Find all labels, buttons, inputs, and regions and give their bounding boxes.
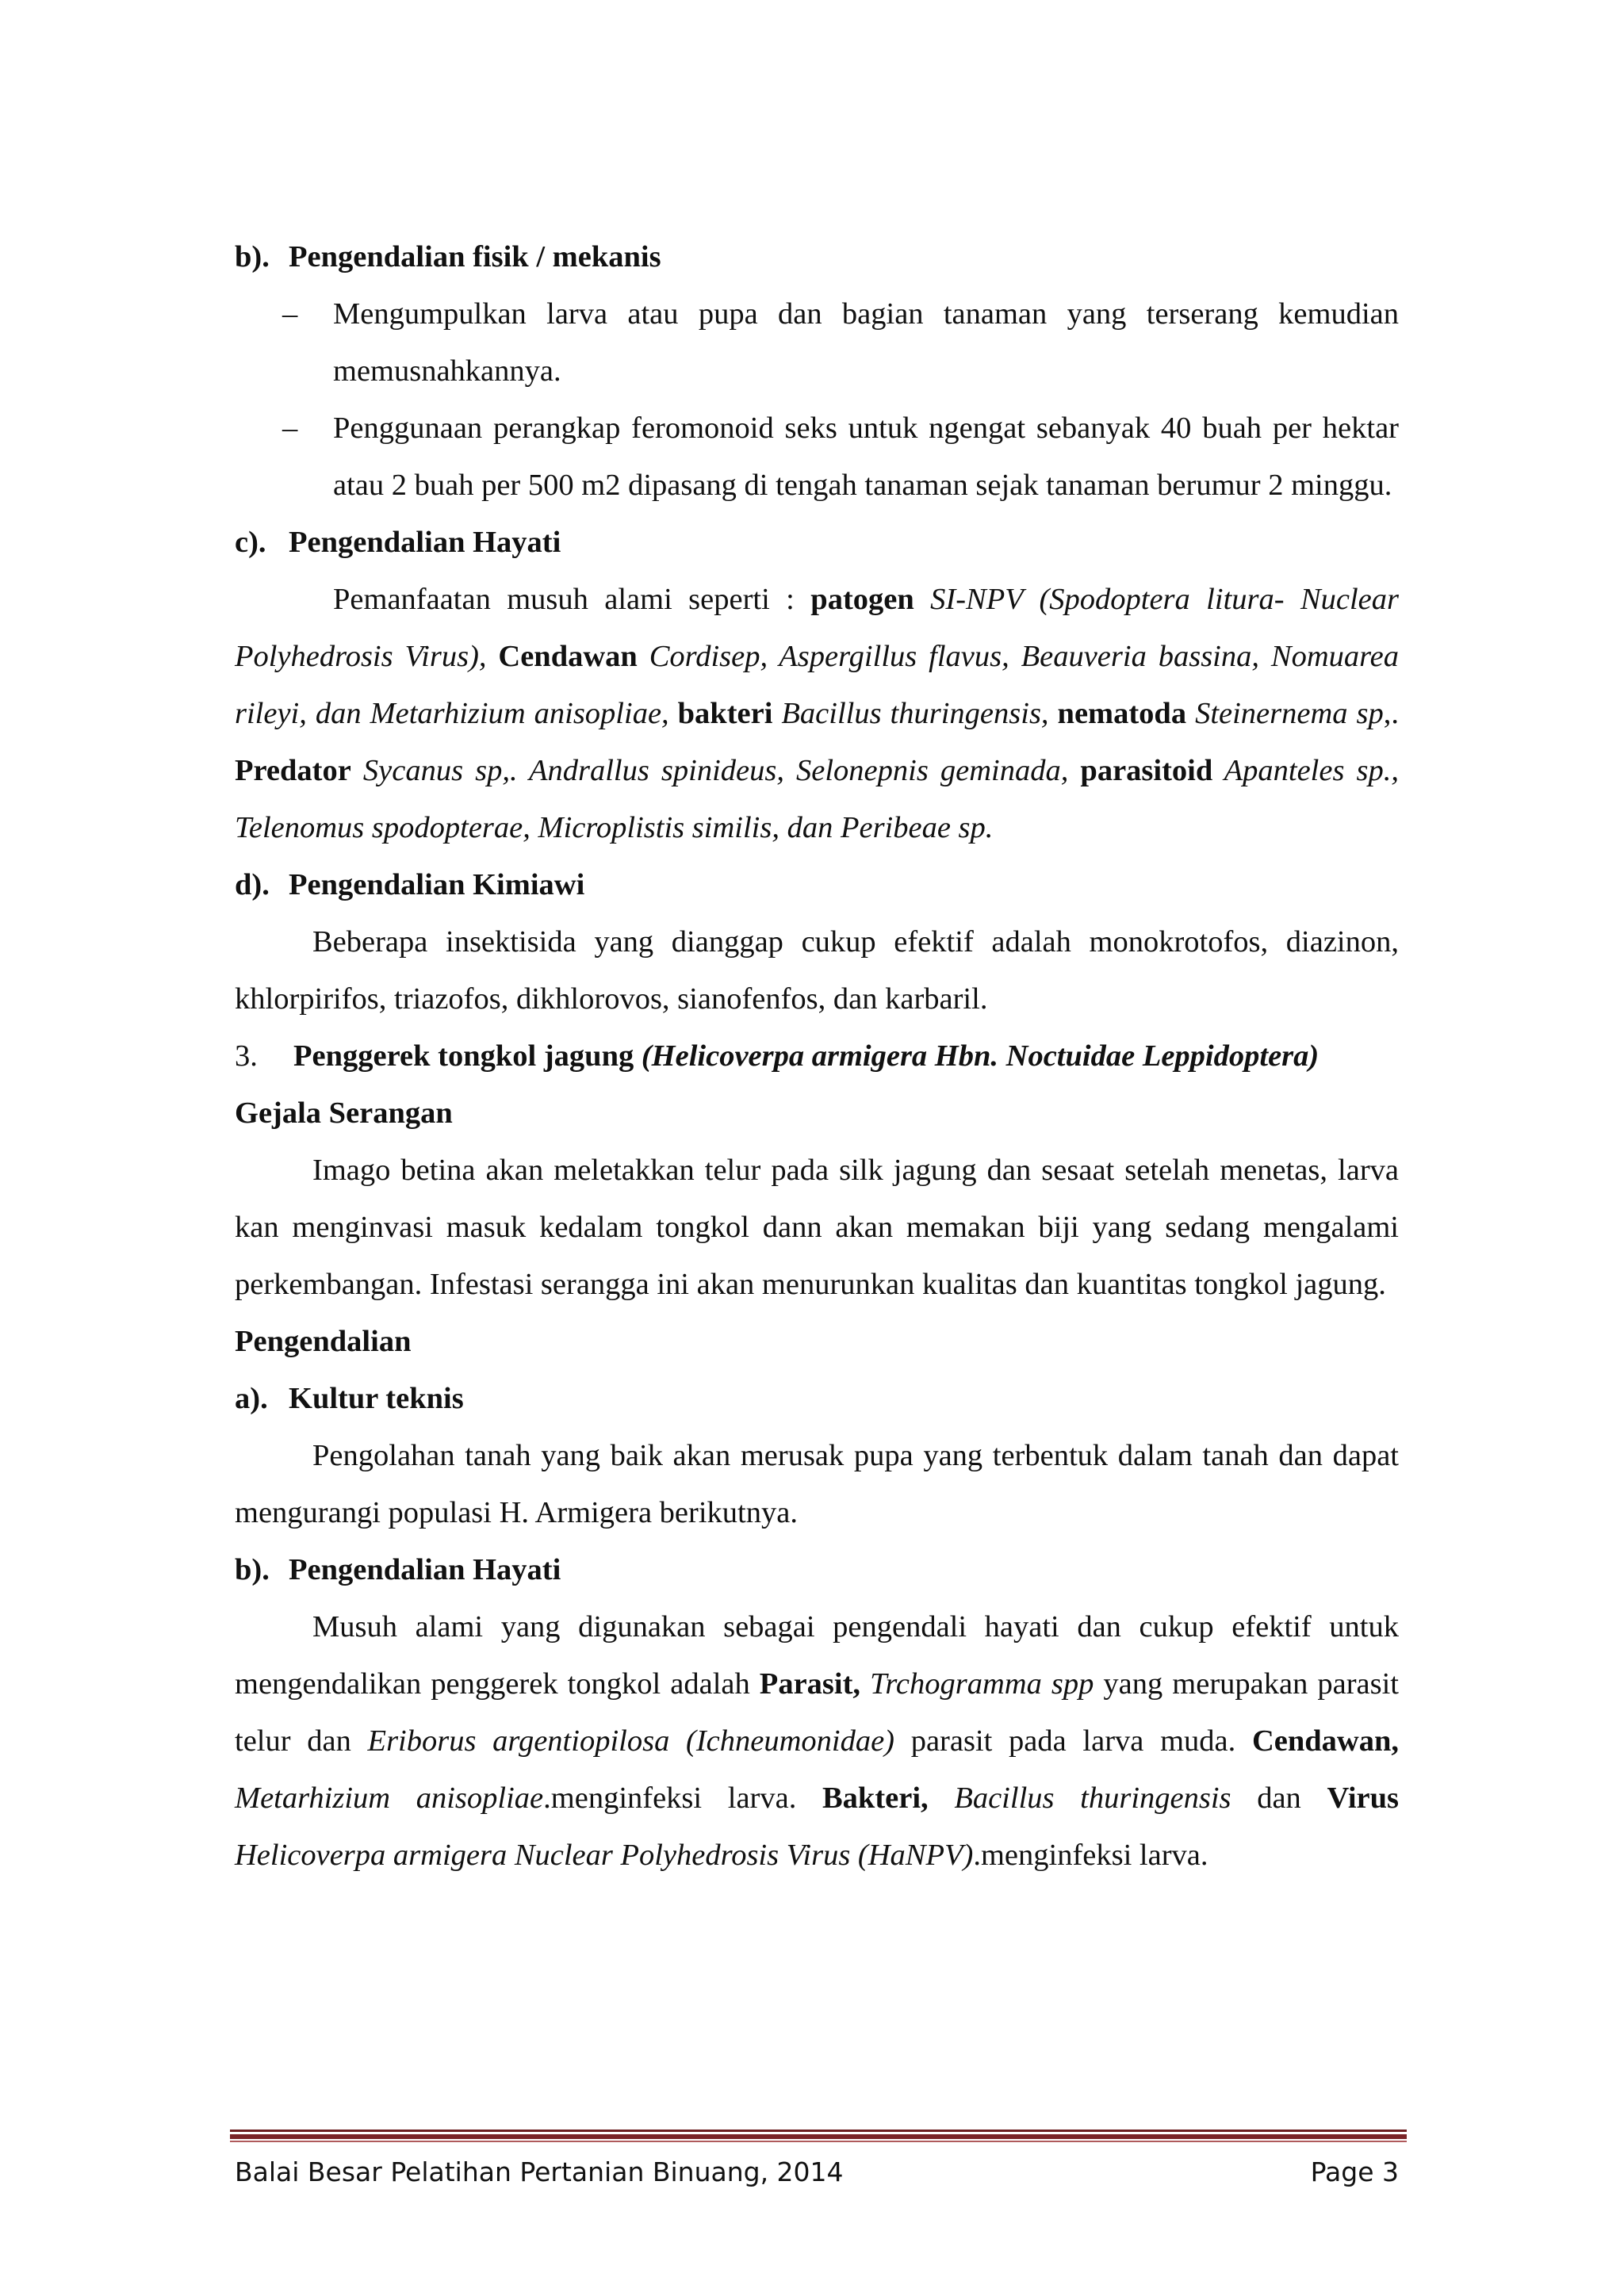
- footer-institution: Balai Besar Pelatihan Pertanian Binuang, 2014: [235, 2156, 844, 2187]
- footer-page-number: Page 3: [1310, 2156, 1399, 2187]
- heading-gejala-serangan: Gejala Serangan: [235, 1096, 453, 1130]
- heading-pengendalian-hayati: c). Pengendalian Hayati: [235, 526, 561, 559]
- paragraph-gejala: Imago betina akan meletakkan telur pada silk jagung dan sesaat setelah menetas, larva kan menginvasi masuk kedalam tongkol dann akan memakan biji yang sedang mengalami perkembangan. Infestasi serangga ini akan menurunkan kualitas dan kuantitas tongkol jagung.: [235, 1154, 1399, 1301]
- dash-bullet: –: [282, 411, 298, 445]
- page-content: [235, 228, 1399, 1884]
- list-fisik-mekanis: [235, 285, 1399, 514]
- heading-pengendalian-hayati-2: b). Pengendalian Hayati: [235, 1553, 561, 1586]
- paragraph-kultur-teknis: Pengolahan tanah yang baik akan merusak pupa yang terbentuk dalam tanah dan dapat mengurangi populasi H. Armigera berikutnya.: [235, 1439, 1399, 1529]
- paragraph-hayati-penggerek: Musuh alami yang digunakan sebagai pengendali hayati dan cukup efektif untuk mengendalikan penggerek tongkol adalah Parasit, Trchogramma spp yang merupakan parasit telur dan Eriborus argentiopilosa (Ichneumonidae) parasit pada larva muda. Cendawan, Metarhizium anisopliae.menginfeksi larva. Bakteri, Bacillus thuringensis dan Virus Helicoverpa armigera Nuclear Polyhedrosis Virus (HaNPV).menginfeksi larva.: [235, 1610, 1400, 1872]
- heading-pengendalian: Pengendalian: [235, 1325, 412, 1358]
- heading-penggerek-tongkol: 3. Penggerek tongkol jagung (Helicoverpa armigera Hbn. Noctuidae Leppidoptera): [235, 1039, 1320, 1073]
- heading-pengendalian-kimiawi: d). Pengendalian Kimiawi: [235, 868, 585, 901]
- heading-kultur-teknis: a). Kultur teknis: [235, 1382, 464, 1415]
- paragraph-hayati-musuh-alami: Pemanfaatan musuh alami seperti : patogen SI-NPV (Spodoptera litura- Nuclear Polyhedrosis Virus), Cendawan Cordisep, Aspergillus flavus, Beauveria bassina, Nomuarea rileyi, dan Metarhizium anisopliae, bakteri Bacillus thuringensis, nematoda Steinernema sp,. Predator Sycanus sp,. Andrallus spinideus, Selonepnis geminada, parasitoid Apanteles sp., Telenomus spodopterae, Microplistis similis, dan Peribeae sp.: [235, 583, 1400, 844]
- footer-divider: [230, 2130, 1407, 2142]
- heading-pengendalian-fisik: b). Pengendalian fisik / mekanis: [235, 240, 661, 274]
- page-footer: [235, 2156, 1399, 2187]
- list-item: – Mengumpulkan larva atau pupa dan bagian tanaman yang terserang kemudian memusnahkannya.: [235, 285, 1399, 400]
- paragraph-kimiawi: Beberapa insektisida yang dianggap cukup efektif adalah monokrotofos, diazinon, khlorpirifos, triazofos, dikhlorovos, sianofenfos, dan karbaril.: [235, 925, 1399, 1016]
- dash-bullet: –: [282, 297, 298, 331]
- list-item: – Penggunaan perangkap feromonoid seks untuk ngengat sebanyak 40 buah per hektar atau 2 buah per 500 m2 dipasang di tengah tanaman sejak tanaman berumur 2 minggu.: [235, 400, 1399, 514]
